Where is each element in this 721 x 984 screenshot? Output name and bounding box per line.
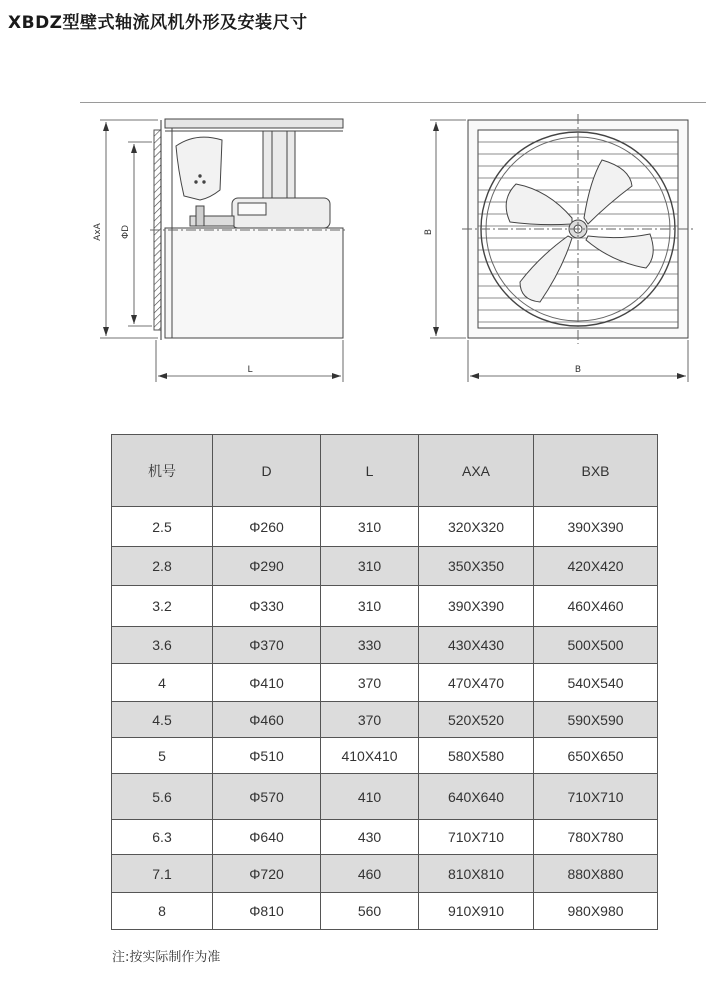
header-model: 机号	[112, 435, 213, 507]
table-row	[112, 702, 658, 738]
table-row	[112, 547, 658, 586]
dimension-table	[111, 434, 658, 930]
table-cell: Φ290	[213, 547, 321, 586]
table-cell: 6.3	[112, 820, 213, 855]
table-cell: 430X430	[419, 627, 534, 664]
table-cell: Φ370	[213, 627, 321, 664]
table-cell: 3.6	[112, 627, 213, 664]
table-cell: 710X710	[534, 774, 658, 820]
label-d: ΦD	[121, 224, 131, 240]
table-row	[112, 507, 658, 547]
table-row	[112, 627, 658, 664]
table-cell: Φ640	[213, 820, 321, 855]
table-cell: 7.1	[112, 855, 213, 893]
header-d: D	[213, 435, 321, 507]
table-cell: 650X650	[534, 738, 658, 774]
front-view	[430, 114, 694, 382]
fan-drawing	[0, 0, 721, 420]
table-cell: 410	[321, 774, 419, 820]
table-cell: 370	[321, 702, 419, 738]
table-cell: 310	[321, 586, 419, 627]
table-cell: 2.8	[112, 547, 213, 586]
table-cell: Φ410	[213, 664, 321, 702]
table-cell: 460	[321, 855, 419, 893]
table-cell: 350X350	[419, 547, 534, 586]
label-b-height: B	[424, 228, 434, 236]
table-cell: 5.6	[112, 774, 213, 820]
header-axa: AXA	[419, 435, 534, 507]
table-cell: 4	[112, 664, 213, 702]
table-cell: 580X580	[419, 738, 534, 774]
label-l: L	[247, 365, 253, 375]
table-header-row	[112, 435, 658, 507]
table-row	[112, 664, 658, 702]
table-row	[112, 774, 658, 820]
table-cell: 710X710	[419, 820, 534, 855]
footnote: 注:按实际制作为准	[112, 950, 221, 965]
label-b-width: B	[574, 365, 582, 375]
table-row	[112, 893, 658, 930]
table-cell: Φ260	[213, 507, 321, 547]
table-row	[112, 586, 658, 627]
table-cell: 880X880	[534, 855, 658, 893]
table-cell: 590X590	[534, 702, 658, 738]
table-cell: 5	[112, 738, 213, 774]
header-bxb: BXB	[534, 435, 658, 507]
table-cell: 370	[321, 664, 419, 702]
table-cell: 810X810	[419, 855, 534, 893]
table-cell: 540X540	[534, 664, 658, 702]
table-cell: 330	[321, 627, 419, 664]
table-row	[112, 738, 658, 774]
table-cell: Φ460	[213, 702, 321, 738]
table-cell: 460X460	[534, 586, 658, 627]
table-cell: 8	[112, 893, 213, 930]
table-cell: 430	[321, 820, 419, 855]
table-cell: 910X910	[419, 893, 534, 930]
table-cell: 310	[321, 507, 419, 547]
table-cell: Φ720	[213, 855, 321, 893]
table-cell: 500X500	[534, 627, 658, 664]
table-cell: 390X390	[534, 507, 658, 547]
table-cell: Φ330	[213, 586, 321, 627]
table-cell: 410X410	[321, 738, 419, 774]
table-cell: 320X320	[419, 507, 534, 547]
table-cell: 780X780	[534, 820, 658, 855]
table-cell: Φ510	[213, 738, 321, 774]
table-cell: 2.5	[112, 507, 213, 547]
header-l: L	[321, 435, 419, 507]
table-cell: 470X470	[419, 664, 534, 702]
table-cell: 420X420	[534, 547, 658, 586]
table-cell: 390X390	[419, 586, 534, 627]
table-cell: 3.2	[112, 586, 213, 627]
table-cell: Φ570	[213, 774, 321, 820]
label-axa: AxA	[93, 223, 103, 241]
table-row	[112, 820, 658, 855]
side-view	[100, 119, 346, 382]
table-cell: Φ810	[213, 893, 321, 930]
page-title: XBDZ型壁式轴流风机外形及安装尺寸	[8, 13, 308, 33]
table-cell: 310	[321, 547, 419, 586]
table-cell: 640X640	[419, 774, 534, 820]
table-cell: 560	[321, 893, 419, 930]
table-cell: 520X520	[419, 702, 534, 738]
table-cell: 4.5	[112, 702, 213, 738]
table-cell: 980X980	[534, 893, 658, 930]
table-row	[112, 855, 658, 893]
